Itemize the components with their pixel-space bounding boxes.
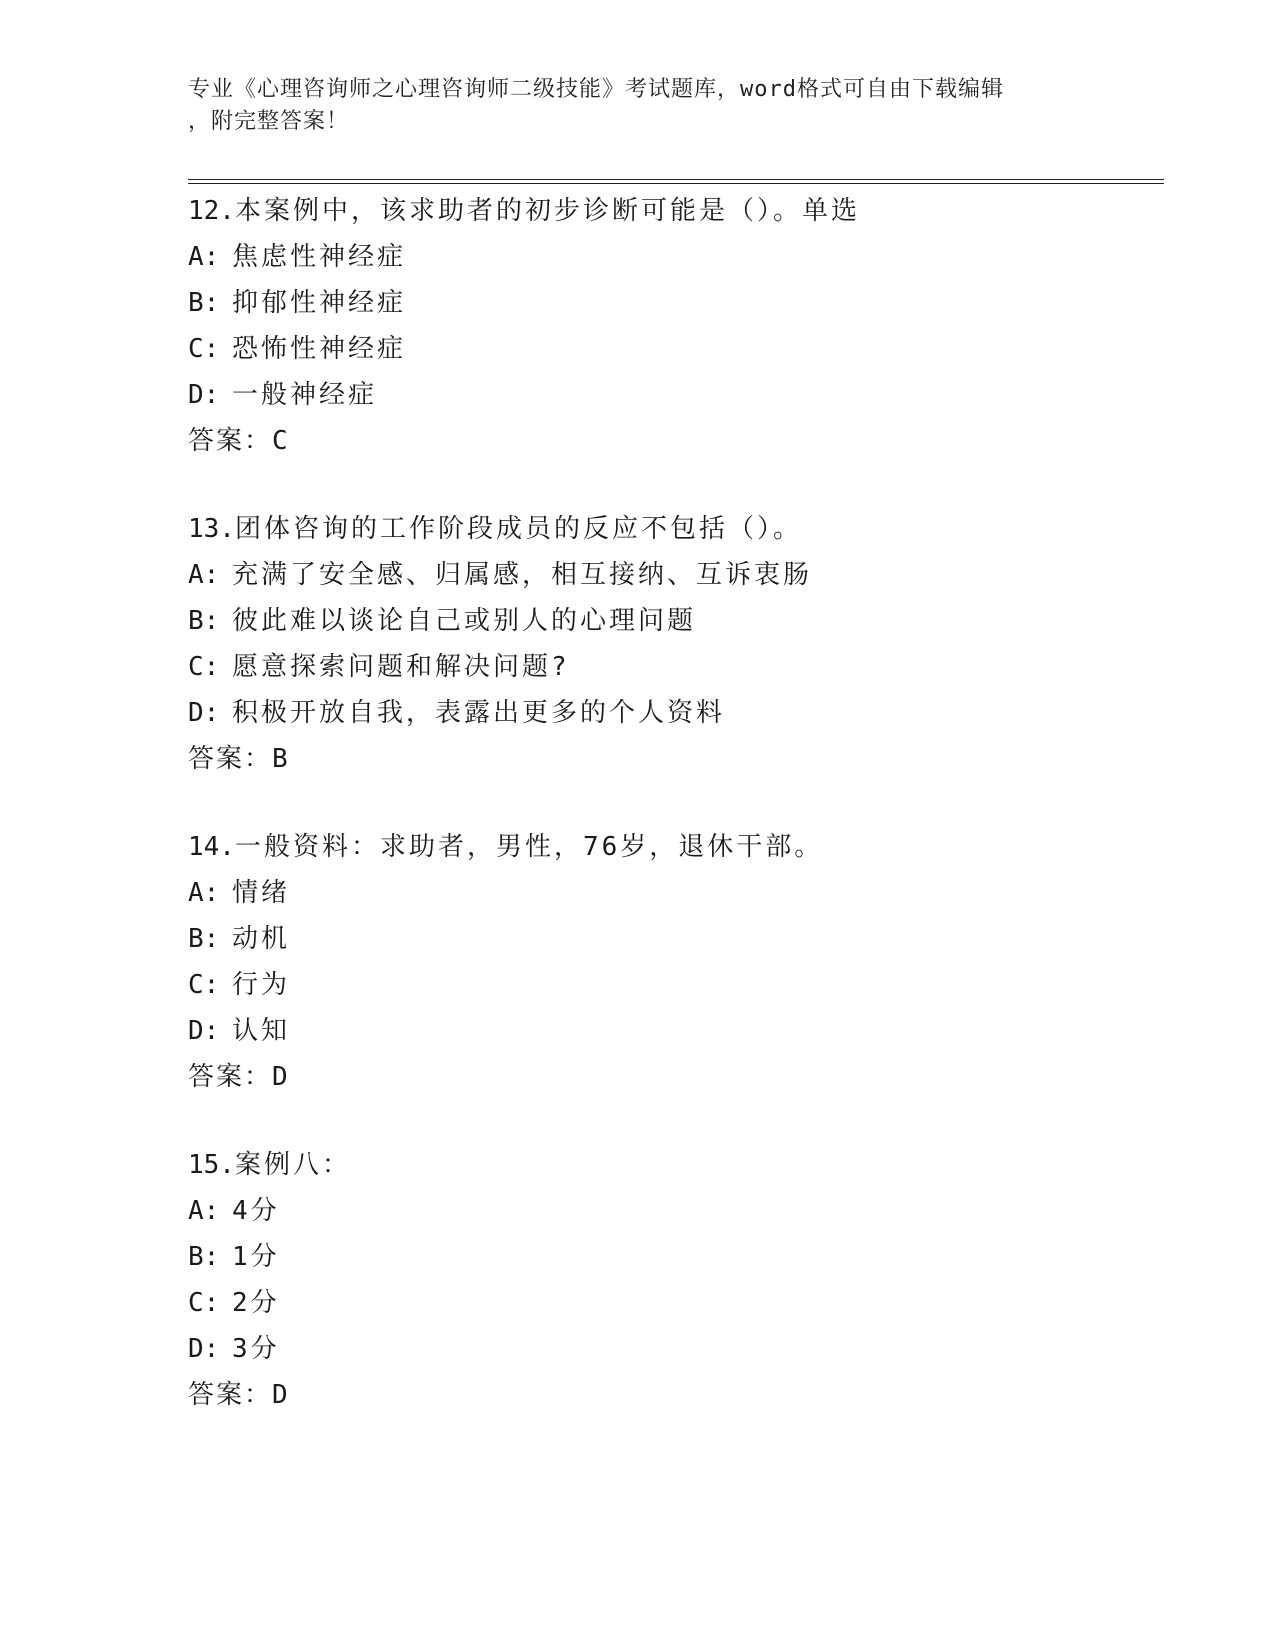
option-letter: D: bbox=[188, 1016, 220, 1046]
option-letter: A: bbox=[188, 560, 220, 590]
option-letter: D: bbox=[188, 698, 220, 728]
answer-value: C bbox=[272, 426, 288, 456]
question-stem bbox=[188, 824, 1164, 870]
question-number: 13. bbox=[188, 514, 235, 544]
option-text: 4分 bbox=[232, 1196, 280, 1226]
question-number: 12. bbox=[188, 196, 235, 226]
option-text: 3分 bbox=[232, 1334, 280, 1364]
option-text: 行为 bbox=[232, 970, 291, 1000]
option-d bbox=[188, 1008, 1164, 1054]
option-letter: C: bbox=[188, 652, 220, 682]
question-text: 一般资料：求助者，男性，76岁，退休干部。 bbox=[234, 832, 824, 862]
answer-line bbox=[188, 418, 1164, 464]
question-text: 本案例中，该求助者的初步诊断可能是（）。单选 bbox=[234, 196, 860, 226]
option-letter: B: bbox=[188, 606, 220, 636]
question-15 bbox=[188, 1142, 1164, 1418]
option-c bbox=[188, 962, 1164, 1008]
option-a bbox=[188, 234, 1164, 280]
answer-label: 答案： bbox=[188, 1380, 273, 1410]
option-c bbox=[188, 1280, 1164, 1326]
option-d bbox=[188, 690, 1164, 736]
question-stem bbox=[188, 506, 1164, 552]
question-stem bbox=[188, 188, 1164, 234]
document-header bbox=[188, 74, 1068, 138]
option-text: 愿意探索问题和解决问题? bbox=[232, 652, 570, 682]
answer-label: 答案： bbox=[188, 1062, 273, 1092]
question-list bbox=[188, 188, 1164, 1460]
option-text: 1分 bbox=[232, 1242, 280, 1272]
question-12 bbox=[188, 188, 1164, 464]
option-text: 情绪 bbox=[232, 878, 291, 908]
option-letter: A: bbox=[188, 1196, 220, 1226]
option-letter: B: bbox=[188, 924, 220, 954]
option-text: 一般神经症 bbox=[232, 380, 378, 410]
answer-line bbox=[188, 736, 1164, 782]
answer-label: 答案： bbox=[188, 744, 273, 774]
option-letter: B: bbox=[188, 1242, 220, 1272]
answer-value: D bbox=[272, 1380, 288, 1410]
option-b bbox=[188, 1234, 1164, 1280]
option-a bbox=[188, 870, 1164, 916]
header-divider-bottom bbox=[188, 183, 1164, 184]
option-text: 积极开放自我，表露出更多的个人资料 bbox=[232, 698, 726, 728]
option-letter: A: bbox=[188, 242, 220, 272]
option-text: 抑郁性神经症 bbox=[232, 288, 407, 318]
option-letter: D: bbox=[188, 1334, 220, 1364]
option-b bbox=[188, 280, 1164, 326]
answer-line bbox=[188, 1054, 1164, 1100]
option-a bbox=[188, 1188, 1164, 1234]
question-number: 15. bbox=[188, 1150, 235, 1180]
answer-value: D bbox=[272, 1062, 288, 1092]
option-letter: C: bbox=[188, 970, 220, 1000]
option-d bbox=[188, 1326, 1164, 1372]
answer-value: B bbox=[272, 744, 288, 774]
question-13 bbox=[188, 506, 1164, 782]
option-letter: B: bbox=[188, 288, 220, 318]
question-14 bbox=[188, 824, 1164, 1100]
option-letter: C: bbox=[188, 334, 220, 364]
option-letter: C: bbox=[188, 1288, 220, 1318]
question-number: 14. bbox=[188, 832, 235, 862]
answer-label: 答案： bbox=[188, 426, 273, 456]
question-text: 团体咨询的工作阶段成员的反应不包括（）。 bbox=[234, 514, 802, 544]
option-c bbox=[188, 326, 1164, 372]
option-text: 2分 bbox=[232, 1288, 280, 1318]
header-divider-top bbox=[188, 179, 1164, 180]
header-line-1: 专业《心理咨询师之心理咨询师二级技能》考试题库，word格式可自由下载编辑 bbox=[188, 77, 1004, 102]
answer-line bbox=[188, 1372, 1164, 1418]
option-d bbox=[188, 372, 1164, 418]
option-letter: D: bbox=[188, 380, 220, 410]
option-letter: A: bbox=[188, 878, 220, 908]
option-b bbox=[188, 916, 1164, 962]
header-line-2: ，附完整答案！ bbox=[188, 109, 350, 134]
question-stem bbox=[188, 1142, 1164, 1188]
option-text: 恐怖性神经症 bbox=[232, 334, 407, 364]
option-text: 动机 bbox=[232, 924, 291, 954]
question-text: 案例八： bbox=[234, 1150, 351, 1180]
option-text: 认知 bbox=[232, 1016, 291, 1046]
option-b bbox=[188, 598, 1164, 644]
option-text: 彼此难以谈论自己或别人的心理问题 bbox=[232, 606, 697, 636]
option-text: 焦虑性神经症 bbox=[232, 242, 407, 272]
option-c bbox=[188, 644, 1164, 690]
option-a bbox=[188, 552, 1164, 598]
option-text: 充满了安全感、归属感，相互接纳、互诉衷肠 bbox=[232, 560, 813, 590]
